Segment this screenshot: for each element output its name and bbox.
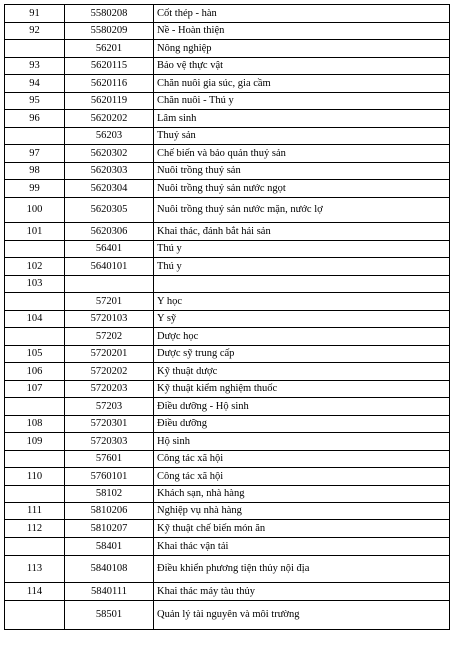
table-row (5, 58, 450, 75)
occupation-name-cell: Khai thác vận tải (154, 538, 450, 556)
row-number-cell: 104 (5, 311, 65, 328)
occupation-name-cell: Kỹ thuật dược (154, 363, 450, 381)
row-number-cell: 107 (5, 381, 65, 398)
table-row (5, 583, 450, 601)
row-number-cell: 113 (5, 556, 65, 583)
table-row (5, 128, 450, 145)
occupation-code-cell: 5620116 (65, 75, 154, 93)
occupation-name-cell: Nuôi trồng thuỷ sản nước ngọt (154, 180, 450, 198)
occupation-name-cell: Quản lý tài nguyên và môi trường (154, 601, 450, 630)
occupation-name-cell: Chế biến và bảo quản thuỷ sản (154, 145, 450, 163)
table-row (5, 223, 450, 241)
table-row (5, 468, 450, 486)
occupation-code-cell: 5810207 (65, 520, 154, 538)
occupation-name-cell: Thú y (154, 241, 450, 258)
table-row (5, 145, 450, 163)
row-number-cell (5, 293, 65, 311)
occupation-name-cell: Y học (154, 293, 450, 311)
occupation-name-cell: Kỹ thuật kiểm nghiệm thuốc (154, 381, 450, 398)
occupation-name-cell: Lâm sinh (154, 110, 450, 128)
table-row (5, 486, 450, 503)
occupation-name-cell: Hộ sinh (154, 433, 450, 451)
table-row (5, 5, 450, 23)
row-number-cell (5, 486, 65, 503)
occupation-code-cell: 5720201 (65, 346, 154, 363)
row-number-cell: 110 (5, 468, 65, 486)
occupation-name-cell: Nông nghiệp (154, 40, 450, 58)
table-row (5, 538, 450, 556)
table-row (5, 23, 450, 40)
occupation-name-cell: Bảo vệ thực vật (154, 58, 450, 75)
occupation-name-cell: Điều khiển phương tiện thủy nội địa (154, 556, 450, 583)
occupation-name-cell: Thú y (154, 258, 450, 276)
row-number-cell: 114 (5, 583, 65, 601)
occupation-code-cell (65, 276, 154, 293)
table-row (5, 241, 450, 258)
occupation-code-cell: 5720203 (65, 381, 154, 398)
occupation-code-cell: 5620202 (65, 110, 154, 128)
table-row (5, 520, 450, 538)
row-number-cell: 112 (5, 520, 65, 538)
table-row (5, 258, 450, 276)
occupation-code-cell: 56201 (65, 40, 154, 58)
occupation-code-cell: 5840108 (65, 556, 154, 583)
row-number-cell (5, 451, 65, 468)
row-number-cell: 100 (5, 198, 65, 223)
table-row (5, 363, 450, 381)
occupation-code-cell: 5720202 (65, 363, 154, 381)
table-row (5, 398, 450, 416)
row-number-cell: 111 (5, 503, 65, 520)
occupation-name-cell: Nghiệp vụ nhà hàng (154, 503, 450, 520)
row-number-cell (5, 241, 65, 258)
table-row (5, 416, 450, 433)
occupation-code-cell: 5720103 (65, 311, 154, 328)
occupation-name-cell: Khai thác, đánh bắt hải sản (154, 223, 450, 241)
occupation-code-cell: 58501 (65, 601, 154, 630)
occupation-code-cell: 57203 (65, 398, 154, 416)
occupation-name-cell (154, 276, 450, 293)
row-number-cell: 97 (5, 145, 65, 163)
occupation-code-cell: 5840111 (65, 583, 154, 601)
row-number-cell (5, 601, 65, 630)
occupation-code-cell: 5810206 (65, 503, 154, 520)
table-row (5, 601, 450, 630)
occupation-code-cell: 5620305 (65, 198, 154, 223)
occupation-code-cell: 5620302 (65, 145, 154, 163)
table-row (5, 328, 450, 346)
occupation-name-cell: Chăn nuôi gia súc, gia cầm (154, 75, 450, 93)
occupation-name-cell: Cốt thép - hàn (154, 5, 450, 23)
table-row (5, 40, 450, 58)
occupation-code-cell: 56203 (65, 128, 154, 145)
table-row (5, 180, 450, 198)
occupation-name-cell: Khai thác máy tàu thủy (154, 583, 450, 601)
occupation-code-cell: 58401 (65, 538, 154, 556)
occupation-code-cell: 5620115 (65, 58, 154, 75)
occupation-name-cell: Nuôi trồng thuỷ sản nước mặn, nước lợ (154, 198, 450, 223)
row-number-cell: 105 (5, 346, 65, 363)
occupation-name-cell: Nề - Hoàn thiện (154, 23, 450, 40)
row-number-cell (5, 538, 65, 556)
occupation-code-table (4, 4, 450, 630)
occupation-code-cell: 56401 (65, 241, 154, 258)
row-number-cell: 93 (5, 58, 65, 75)
table-row (5, 163, 450, 180)
table-row (5, 293, 450, 311)
occupation-name-cell: Kỹ thuật chế biến món ăn (154, 520, 450, 538)
occupation-code-cell: 57202 (65, 328, 154, 346)
table-row (5, 433, 450, 451)
table-row (5, 276, 450, 293)
table-row (5, 311, 450, 328)
occupation-code-cell: 57201 (65, 293, 154, 311)
occupation-code-cell: 58102 (65, 486, 154, 503)
occupation-code-cell: 5640101 (65, 258, 154, 276)
occupation-name-cell: Dược sỹ trung cấp (154, 346, 450, 363)
occupation-code-cell: 5620304 (65, 180, 154, 198)
row-number-cell: 96 (5, 110, 65, 128)
occupation-code-cell: 5580209 (65, 23, 154, 40)
occupation-name-cell: Dược học (154, 328, 450, 346)
occupation-name-cell: Y sỹ (154, 311, 450, 328)
occupation-name-cell: Điều dưỡng (154, 416, 450, 433)
occupation-code-cell: 5760101 (65, 468, 154, 486)
row-number-cell: 98 (5, 163, 65, 180)
table-row (5, 198, 450, 223)
row-number-cell: 92 (5, 23, 65, 40)
row-number-cell (5, 128, 65, 145)
row-number-cell: 95 (5, 93, 65, 110)
table-row (5, 110, 450, 128)
row-number-cell: 99 (5, 180, 65, 198)
occupation-name-cell: Công tác xã hội (154, 451, 450, 468)
occupation-code-cell: 57601 (65, 451, 154, 468)
row-number-cell: 103 (5, 276, 65, 293)
row-number-cell (5, 398, 65, 416)
occupation-name-cell: Khách sạn, nhà hàng (154, 486, 450, 503)
table-body (5, 5, 450, 630)
row-number-cell: 108 (5, 416, 65, 433)
table-row (5, 503, 450, 520)
occupation-name-cell: Chăn nuôi - Thú y (154, 93, 450, 110)
occupation-code-cell: 5720301 (65, 416, 154, 433)
occupation-code-cell: 5720303 (65, 433, 154, 451)
row-number-cell (5, 328, 65, 346)
occupation-name-cell: Thuỷ sản (154, 128, 450, 145)
row-number-cell: 106 (5, 363, 65, 381)
table-row (5, 93, 450, 110)
occupation-name-cell: Công tác xã hội (154, 468, 450, 486)
row-number-cell: 102 (5, 258, 65, 276)
occupation-code-cell: 5620306 (65, 223, 154, 241)
table-row (5, 75, 450, 93)
row-number-cell: 91 (5, 5, 65, 23)
row-number-cell: 101 (5, 223, 65, 241)
table-row (5, 381, 450, 398)
occupation-code-cell: 5580208 (65, 5, 154, 23)
row-number-cell: 109 (5, 433, 65, 451)
table-row (5, 451, 450, 468)
occupation-name-cell: Nuôi trồng thuỷ sản (154, 163, 450, 180)
occupation-code-cell: 5620119 (65, 93, 154, 110)
row-number-cell: 94 (5, 75, 65, 93)
table-row (5, 556, 450, 583)
occupation-name-cell: Điều dưỡng - Hộ sinh (154, 398, 450, 416)
row-number-cell (5, 40, 65, 58)
table-row (5, 346, 450, 363)
occupation-code-cell: 5620303 (65, 163, 154, 180)
